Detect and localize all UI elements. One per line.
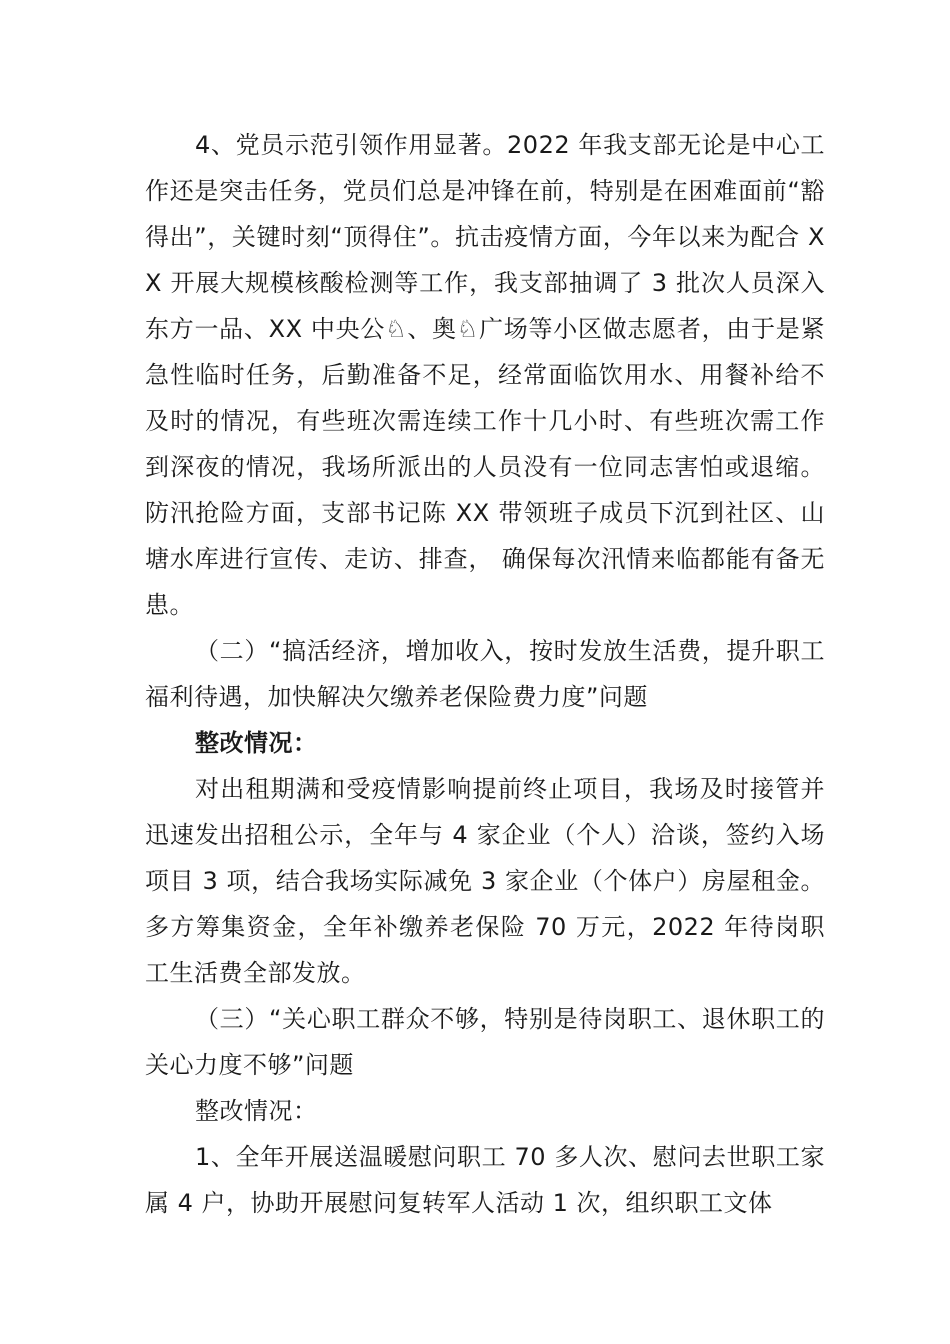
heading-rectification-status: 整改情况： bbox=[195, 729, 318, 757]
heading-issue-two: （二）“搞活经济，增加收入，按时发放生活费，提升职工福利待遇，加快解决欠缴养老保险费力度”问题 bbox=[145, 637, 825, 711]
heading-issue-three: （三）“关心职工群众不够，特别是待岗职工、退休职工的关心力度不够”问题 bbox=[145, 1005, 825, 1079]
paragraph-party-members: 4、党员示范引领作用显著。2022 年我支部无论是中心工作还是突击任务，党员们总是冲锋在前，特别是在困难面前“豁得出”，关键时刻“顶得住”。抗击疫情方面，今年以来为配合 XX 开展大规模核酸检测等工作，我支部抽调了 3 批次人员深入东方一品、XX 中央公♘、奥♘广场等小区做志愿者，由于是紧急性临时任务，后勤准备不足，经常面临饮用水、用餐补给不及时的情况，有些班次需连续工作十几小时、有些班次需工作到深夜的情况，我场所派出的人员没有一位同志害怕或退缩。防汛抢险方面，支部书记陈 XX 带领班子成员下沉到社区、山塘水库进行宣传、走访、排查， 确保每次汛情来临都能有备无患。 bbox=[145, 131, 825, 619]
document-body bbox=[145, 122, 825, 1226]
paragraph-condolence-visits: 1、全年开展送温暖慰问职工 70 多人次、慰问去世职工家属 4 户，协助开展慰问复转军人活动 1 次，组织职工文体 bbox=[145, 1143, 825, 1217]
heading-rectification-status-2: 整改情况： bbox=[195, 1097, 318, 1125]
paragraph-leasing-pension: 对出租期满和受疫情影响提前终止项目，我场及时接管并迅速发出招租公示，全年与 4 家企业（个人）洽谈，签约入场项目 3 项，结合我场实际减免 3 家企业（个体户）房屋租金。多方筹集资金，全年补缴养老保险 70 万元，2022 年待岗职工生活费全部发放。 bbox=[145, 775, 825, 987]
